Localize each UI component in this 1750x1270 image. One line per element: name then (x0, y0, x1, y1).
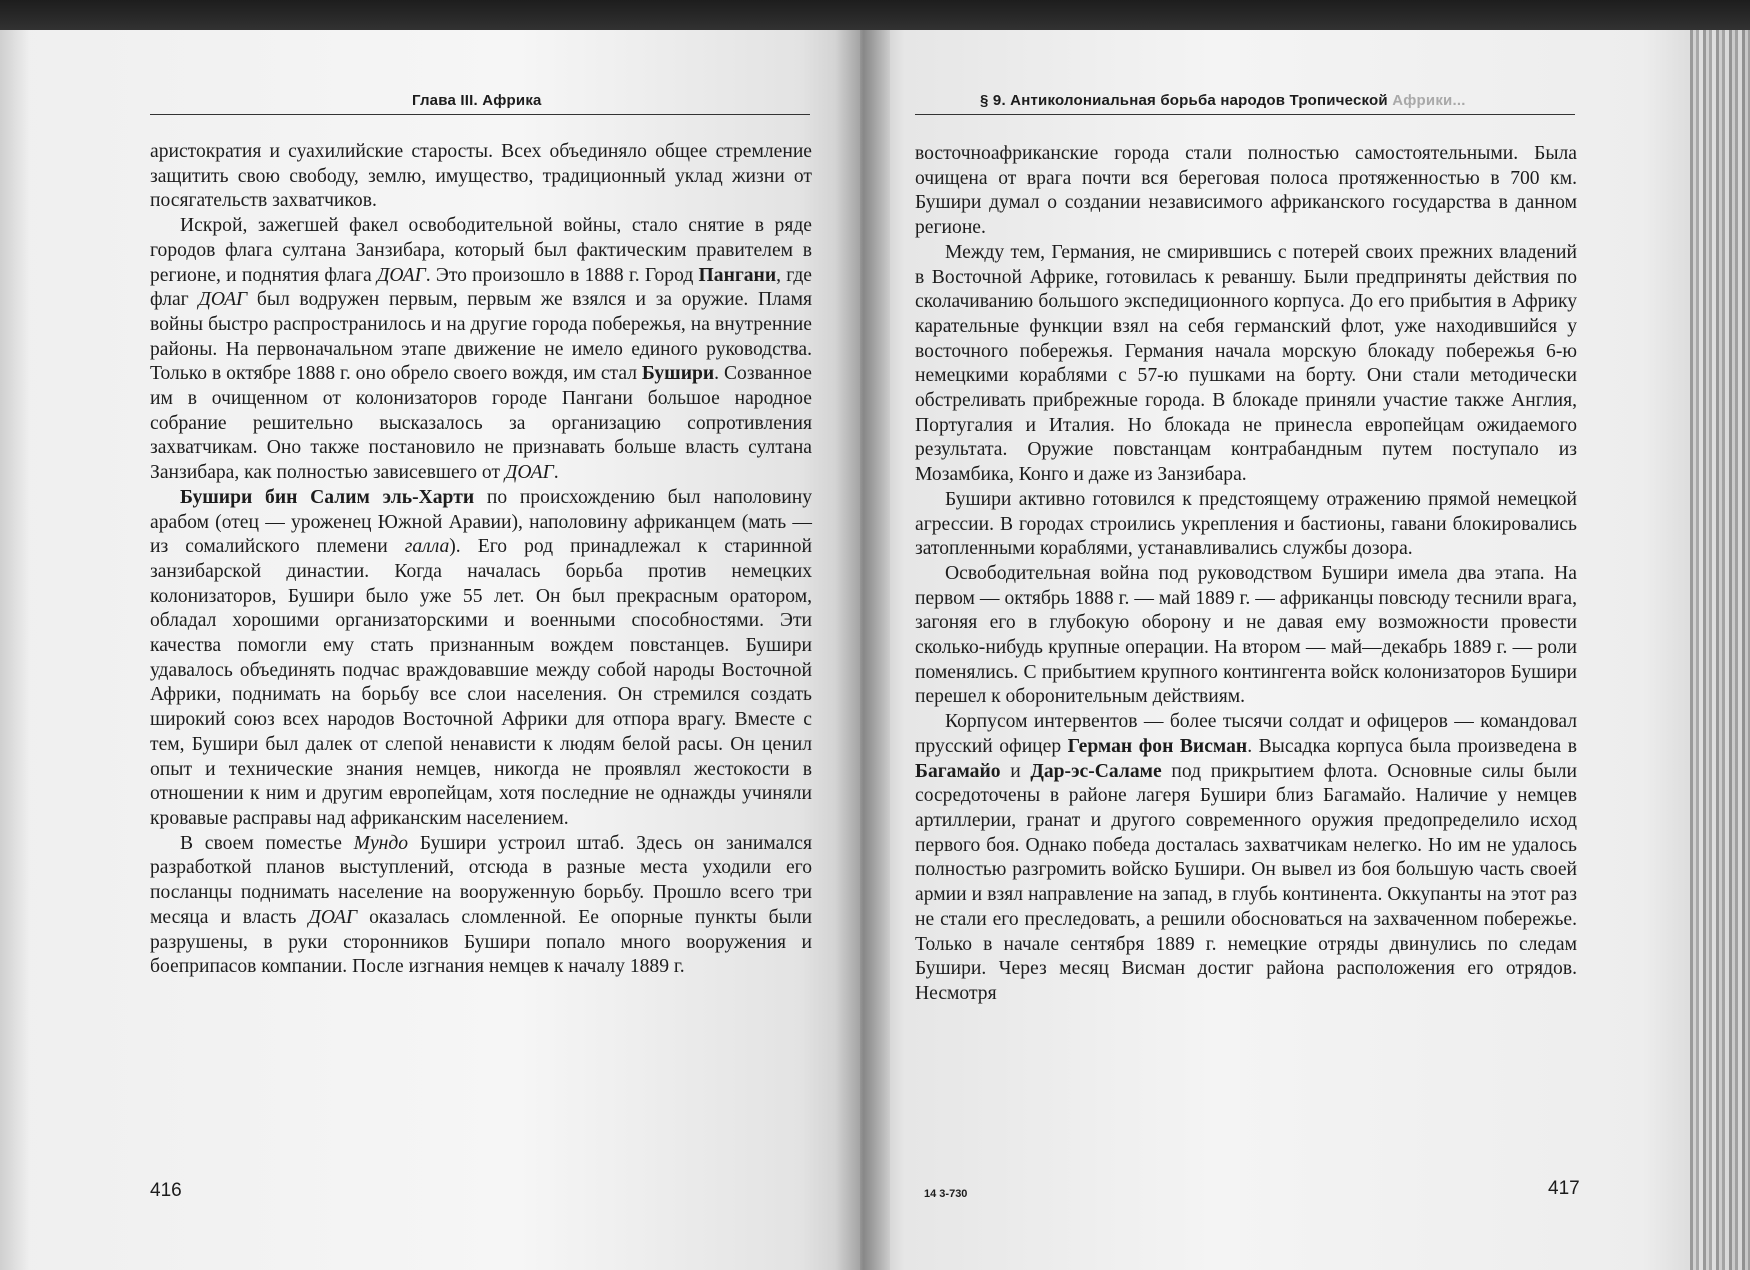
text-run: оказалась сломленной. Ее опорные пункты были разрушены, в руки сторонников Бушири попало много вооружения и боеприпасов компании. После изгнания немцев к началу 1889 г. (150, 906, 812, 978)
paragraph (915, 710, 1577, 1006)
paragraph (150, 832, 812, 980)
text-run: . Созванное им в очищенном от колонизаторов городе Пангани большое народное собрание решительно высказалось за организацию сопротивления захватчикам. Оно также постановило не признавать больше власть султана Занзибара, как полностью зависевшего от (150, 363, 812, 484)
text-run: Освободительная война под руководством Бушири имела два этапа. На первом — октябрь 1888 г. — май 1889 г. — африканцы повсюду теснили врага, загоняя его в глубокую оборону и не давая ему возможности провести сколько-нибудь крупные операции. На втором — май—декабрь 1889 г. — роли поменялись. С прибытием крупного контингента войск колонизаторов Бушири перешел к оборонительным действиям. (915, 562, 1577, 708)
paragraph (915, 488, 1577, 562)
page-number: 416 (150, 1180, 182, 1201)
paragraph (150, 214, 812, 486)
paragraph (915, 241, 1577, 488)
running-head-faded: Африки... (1392, 92, 1466, 109)
text-run: восточноафриканские города стали полностью самостоятельными. Была очищена от врага почти вся береговая полоса протяженностью в 700 км. Бушири думал о создании независимого африканского государства в данном регионе. (915, 143, 1577, 239)
body-text-right (915, 142, 1577, 1007)
text-run: ). Его род принадлежал к старинной занзибарской династии. Когда началась борьба против немецких колонизаторов, Бушири было уже 55 лет. Он был прекрасным оратором, обладал хорошими организаторскими и военными способностями. Эти качества помогли ему стать признанным вождем повстанцев. Бушири удавалось объединять подчас враждовавшие между собой народы Восточной Африки, поднимать на борьбу все слои населения. Он стремился создать широкий союз всех народов Восточной Африки для отпора врагу. Вместе с тем, Бушири был далек от слепой ненависти к людям белой расы. Он ценил опыт и технические знания немцев, никогда не проявлял жестокости в отношении к ним и другим европейцам, хотя последние не однажды учиняли кровавые расправы над африканским населением. (150, 536, 812, 829)
bold-term: Бушири бин Салим эль-Харти (180, 486, 475, 508)
italic-term: ДОАГ (198, 289, 248, 311)
paragraph (150, 140, 812, 214)
italic-term: ДОАГ (308, 906, 358, 928)
header-rule (915, 114, 1575, 115)
running-head: Глава III. Африка (412, 92, 542, 109)
paragraph (150, 486, 812, 832)
text-run: . (553, 462, 559, 484)
running-head (980, 92, 1466, 109)
italic-term: ДОАГ (504, 462, 554, 484)
right-page (860, 30, 1750, 1270)
header-rule (150, 114, 810, 115)
text-run: и (1000, 760, 1031, 782)
paragraph (915, 142, 1577, 241)
text-run: аристократия и суахилийские старосты. Всех объединяло общее стремление защитить свою свободу, землю, имущество, традиционный уклад жизни от посягательств захватчиков. (150, 141, 812, 212)
text-run: по происхождению был наполовину арабом (отец — уроженец Южной Аравии), наполовину африканцем (мать — из сомалийского племени (150, 486, 812, 558)
italic-term: ДОАГ (376, 264, 426, 286)
text-run: . Высадка корпуса была произведена в (1247, 735, 1577, 757)
book-spread (0, 30, 1750, 1270)
text-run: Между тем, Германия, не смирившись с потерей своих прежних владений в Восточной Африке, готовилась к реваншу. Были предприняты действия по сколачиванию большого экспедиционного корпуса. До его прибытия в Африку карательные функции взял на себя германский флот, уже находившийся у восточного побережья. Германия начала морскую блокаду побережья 6-ю немецкими кораблями с 57-ю пушками на борту. Они стали методически обстреливать прибрежные города. В блокаде приняли участие также Англия, Португалия и Италия. Но блокада не принесла европейцам ожидаемого результата. Оружие повстанцам контрабандным путем поступало из Мозамбика, Конго и даже из Занзибара. (915, 241, 1577, 486)
left-page (0, 30, 860, 1270)
page-number: 417 (1548, 1178, 1580, 1199)
running-head-main: § 9. Антиколониальная борьба народов Тропической (980, 92, 1388, 109)
text-run: под прикрытием флота. Основные силы были сосредоточены в районе лагеря Бушири близ Багамайо. Наличие у немцев артиллерии, гранат и другого современного оружия предопределило исход первого боя. Однако победа досталась захватчикам нелегко. Но им не удалось полностью разгромить войско Бушири. Он вывел из боя большую часть своей армии и взял направление на запад, в глубь континента. Оккупанты на этот раз не стали его преследовать, а решили обосноваться на захваченном побережье. Только в начале сентября 1889 г. немецкие отряды двинулись по следам Бушири. Через месяц Висман достиг района расположения его отрядов. Несмотря (915, 760, 1577, 1004)
bold-term: Герман фон Висман (1067, 735, 1248, 757)
italic-term: Мундо (353, 832, 409, 854)
text-run: , где флаг (150, 264, 812, 311)
text-run: Корпусом интервентов — более тысячи солдат и офицеров — командовал прусский офицер (915, 711, 1577, 757)
text-run: Бушири устроил штаб. Здесь он занимался разработкой планов выступлений, отсюда в разные места уходили его посланцы поднимать население на вооруженную борьбу. Прошло всего три месяца и власть (150, 832, 812, 928)
italic-term: галла (404, 536, 450, 558)
paragraph (915, 562, 1577, 710)
text-run: . Это произошло в 1888 г. Город (425, 264, 699, 286)
left-page-edge-shadow (0, 30, 30, 1270)
text-run: был водружен первым, первым же взялся и за оружие. Пламя войны быстро распространилось и на другие города побережья, на внутренние районы. На первоначальном этапе движение не имело единого руководства. Только в октябре 1888 г. оно обрело своего вождя, им стал (150, 289, 812, 385)
bold-term: Пангани (698, 264, 777, 286)
bold-term: Багамайо (915, 760, 1001, 782)
page-stack-edge (1690, 30, 1750, 1270)
bold-term: Дар-эс-Саламе (1030, 760, 1162, 782)
printer-signature: 14 3-730 (924, 1188, 968, 1200)
text-run: В своем поместье (180, 832, 354, 854)
text-run: Бушири активно готовился к предстоящему отражению прямой немецкой агрессии. В городах строились укрепления и бастионы, гавани блокировались затопленными кораблями, устанавливались службы дозора. (915, 488, 1577, 560)
body-text-left (150, 140, 812, 980)
book-gutter-shadow (835, 30, 890, 1270)
bold-term: Бушири (641, 363, 715, 385)
text-run: Искрой, зажегшей факел освободительной войны, стало снятие в ряде городов флага султана Занзибара, который был фактическим правителем в регионе, и поднятия флага (150, 215, 812, 286)
